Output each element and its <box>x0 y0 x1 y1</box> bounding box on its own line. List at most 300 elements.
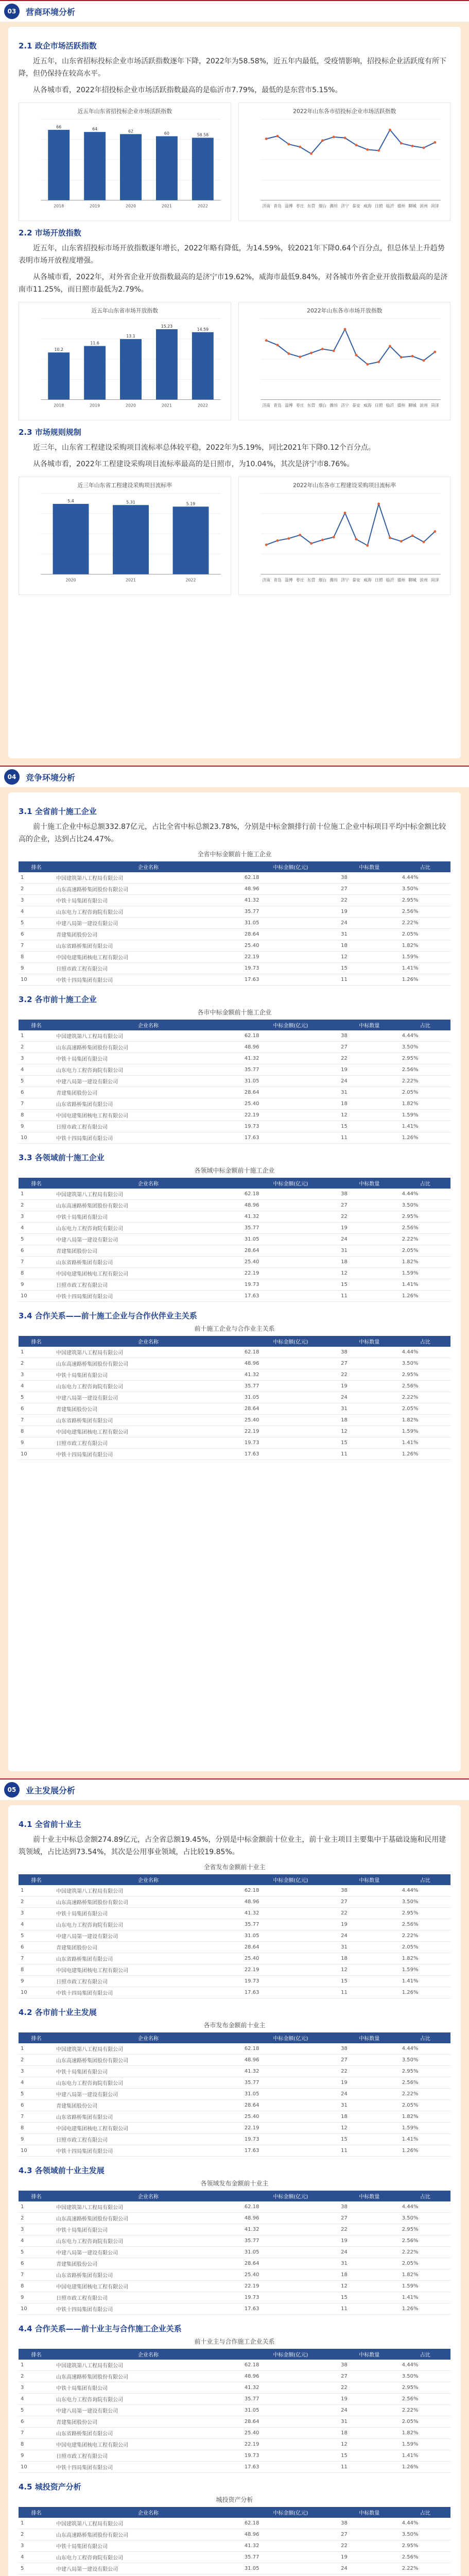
table-cell: 中国建筑第八工程局有限公司 <box>54 1347 242 1358</box>
table-cell: 18 <box>339 940 400 952</box>
table-cell: 6 <box>19 929 54 940</box>
table-row <box>19 1234 450 1245</box>
table-cell: 1.26% <box>400 2145 450 2157</box>
data-label: 13.1 <box>126 334 135 339</box>
tick-label: 临沂 <box>386 204 394 209</box>
table-cell: 31.05 <box>242 1076 339 1087</box>
chart-bar <box>173 506 209 574</box>
table-cell: 2.22% <box>400 2563 450 2574</box>
subsection-heading: 3.3 各领域前十施工企业 <box>19 1153 105 1162</box>
paragraph: 从各城市看，2022年招投标企业市场活跃指数最高的是临沂市7.79%，最低的是东营市5.15%。 <box>33 86 342 94</box>
table-cell: 27 <box>339 1896 400 1908</box>
chart-point <box>321 538 323 541</box>
table-cell: 22 <box>339 2540 400 2552</box>
table-cell: 19.73 <box>242 1121 339 1132</box>
table-caption: 城投资产分析 <box>216 2496 253 2503</box>
table-cell: 山东高速路桥集团股份有限公司 <box>54 2213 242 2224</box>
table-cell: 18 <box>339 2111 400 2123</box>
table-cell: 1 <box>19 2201 54 2213</box>
table-cell: 4 <box>19 1919 54 1930</box>
chart-svg <box>22 106 228 217</box>
table-header-cell: 中标数量 <box>339 861 400 872</box>
table-cell: 6 <box>19 1403 54 1415</box>
tick-label: 2022 <box>197 403 208 408</box>
table-cell: 9 <box>19 2292 54 2303</box>
tick-label: 东营 <box>307 204 315 209</box>
table-cell: 22 <box>339 2066 400 2077</box>
table-header-cell: 占比 <box>400 1336 450 1347</box>
table-cell: 1.41% <box>400 1437 450 1449</box>
paragraph: 近三年，山东省工程建设采购项目流标率总体较平稳，2022年为5.19%，同比2021年下降0.12个百分点。 <box>33 444 375 452</box>
table-row <box>19 2439 450 2450</box>
table-cell: 1.41% <box>400 2450 450 2462</box>
table-row <box>19 2405 450 2416</box>
table-cell: 41.32 <box>242 2540 339 2552</box>
table-row <box>19 1885 450 1896</box>
chart-openness-5yr <box>19 302 231 420</box>
chart-point <box>399 540 402 543</box>
table-cell: 35.77 <box>242 1381 339 1392</box>
table-cell: 2 <box>19 2055 54 2066</box>
table-cell: 2.05% <box>400 2258 450 2269</box>
table-cell: 22.19 <box>242 1268 339 1279</box>
table-cell: 48.96 <box>242 2055 339 2066</box>
table-header-cell: 排名 <box>19 2191 54 2201</box>
table-cell: 3 <box>19 1053 54 1064</box>
table-row <box>19 929 450 940</box>
table-cell: 48.96 <box>242 2371 339 2382</box>
data-table <box>19 1336 450 1460</box>
table-cell: 日照市政工程有限公司 <box>54 2292 242 2303</box>
table-header-cell: 占比 <box>400 2032 450 2043</box>
table-cell: 中国建筑第八工程局有限公司 <box>54 1885 242 1896</box>
table-cell: 中国电建集团核电工程有限公司 <box>54 952 242 963</box>
table-row <box>19 1908 450 1919</box>
section-title: 营商环境分析 <box>26 7 76 17</box>
table-cell: 9 <box>19 963 54 974</box>
tick-label: 烟台 <box>318 578 326 583</box>
chart-svg <box>242 306 447 417</box>
table-cell: 19 <box>339 1381 400 1392</box>
table-cell: 28.64 <box>242 2258 339 2269</box>
chart-point <box>399 142 402 145</box>
table-cell: 山东高速路桥集团股份有限公司 <box>54 2055 242 2066</box>
table-cell: 山东电力工程咨询院有限公司 <box>54 2235 242 2247</box>
table-row <box>19 2077 450 2089</box>
chart-flow-rate-3yr <box>19 477 231 595</box>
table-cell: 3.50% <box>400 2213 450 2224</box>
subsection-heading: 3.4 合作关系——前十施工企业与合作伙伴业主关系 <box>19 1311 197 1320</box>
table-cell: 2 <box>19 2213 54 2224</box>
table-cell: 8 <box>19 1268 54 1279</box>
chart-activity-5yr <box>19 103 231 221</box>
table-header-row <box>19 2507 450 2518</box>
table-cell: 2.56% <box>400 2552 450 2563</box>
chart-point <box>366 544 369 547</box>
table-cell: 6 <box>19 1087 54 1098</box>
section-badge: 03 <box>4 4 20 19</box>
tick-label: 2019 <box>90 204 100 209</box>
table-cell: 1.26% <box>400 1449 450 1460</box>
table-cell: 2.95% <box>400 2066 450 2077</box>
table-cell: 31.05 <box>242 2089 339 2100</box>
table-cell: 41.32 <box>242 1211 339 1223</box>
table-cell: 日照市政工程有限公司 <box>54 2134 242 2145</box>
table-cell: 12 <box>339 1964 400 1976</box>
tick-label: 2022 <box>185 578 196 583</box>
table-cell: 19 <box>339 1223 400 1234</box>
chart-point <box>433 141 436 144</box>
table-cell: 31.05 <box>242 918 339 929</box>
table-cell: 9 <box>19 2134 54 2145</box>
table-cell: 中国电建集团核电工程有限公司 <box>54 2439 242 2450</box>
table-cell: 5 <box>19 1076 54 1087</box>
table-cell: 1.41% <box>400 2292 450 2303</box>
table-row <box>19 1064 450 1076</box>
table-cell: 25.40 <box>242 2428 339 2439</box>
table-cell: 24 <box>339 2563 400 2574</box>
section-card-owner <box>8 1805 461 2576</box>
table-cell: 3 <box>19 2224 54 2235</box>
table-caption: 各市中标金额前十施工企业 <box>197 1009 272 1016</box>
table-header-cell: 中标金额(亿元) <box>242 861 339 872</box>
table-cell: 中铁十四局集团有限公司 <box>54 1291 242 1302</box>
table-cell: 6 <box>19 1942 54 1953</box>
table-cell: 18 <box>339 1098 400 1110</box>
table-cell: 17.63 <box>242 1291 339 1302</box>
table-row <box>19 2145 450 2157</box>
table-cell <box>400 2574 450 2576</box>
table-cell: 41.32 <box>242 895 339 906</box>
table-cell: 中建八局第一建设有限公司 <box>54 1930 242 1942</box>
table-cell: 中铁十四局集团有限公司 <box>54 2303 242 2315</box>
tick-label: 东营 <box>307 403 315 408</box>
table-header-cell: 企业名称 <box>54 1020 242 1030</box>
chart-point <box>355 144 357 146</box>
table-row <box>19 1449 450 1460</box>
tick-label: 枣庄 <box>296 403 304 408</box>
tick-label: 泰安 <box>352 204 360 209</box>
table-cell: 24 <box>339 1392 400 1403</box>
table-cell: 5 <box>19 2405 54 2416</box>
table-cell: 28.64 <box>242 1087 339 1098</box>
table-cell: 1.26% <box>400 974 450 986</box>
table-cell: 31.05 <box>242 1234 339 1245</box>
table-header-cell: 中标金额(亿元) <box>242 1874 339 1885</box>
table-cell: 4.44% <box>400 2518 450 2529</box>
paragraph: 近五年，山东省招投标市场开放指数逐年增长，2022年略有降低，为14.59%，较2021年下降0.64个百分点，但总体呈上升趋势表明市场开放程度增强。 <box>19 244 445 265</box>
table-cell: 11 <box>339 1291 400 1302</box>
table-cell: 24 <box>339 2405 400 2416</box>
table-cell: 中建八局第一建设有限公司 <box>54 2247 242 2258</box>
table-cell: 2.22% <box>400 2247 450 2258</box>
table-cell: 1.59% <box>400 2439 450 2450</box>
table-cell: 1.59% <box>400 2281 450 2292</box>
chart-row <box>19 302 450 420</box>
data-label: 62 <box>128 129 134 134</box>
table-row <box>19 1369 450 1381</box>
table-header-cell: 占比 <box>400 1874 450 1885</box>
chart-bar <box>53 504 89 574</box>
table-cell: 9 <box>19 1121 54 1132</box>
table-cell: 4.44% <box>400 2043 450 2055</box>
table-cell: 8 <box>19 2281 54 2292</box>
tick-label: 德州 <box>396 403 405 408</box>
table-cell: 1.41% <box>400 963 450 974</box>
table-row <box>19 1919 450 1930</box>
table-cell: 62.18 <box>242 872 339 884</box>
section-card-competition <box>8 792 461 1771</box>
table-cell: 10 <box>19 1291 54 1302</box>
tick-label: 淄博 <box>284 403 293 408</box>
table-cell: 12 <box>339 2281 400 2292</box>
chart-point <box>310 542 312 545</box>
table-cell: 4.44% <box>400 1189 450 1200</box>
table-cell: 22 <box>339 1369 400 1381</box>
table-cell: 中铁十四局集团有限公司 <box>54 1449 242 1460</box>
table-cell: 48.96 <box>242 1896 339 1908</box>
table-cell: 35.77 <box>242 2235 339 2247</box>
chart-point <box>399 356 402 359</box>
chart-point <box>389 129 391 131</box>
table-cell: 48.96 <box>242 2529 339 2540</box>
chart-point <box>377 503 380 505</box>
table-cell: 18 <box>339 2428 400 2439</box>
chart-point <box>377 149 380 152</box>
table-cell: 青建集团股份公司 <box>54 929 242 940</box>
data-label: 60 <box>164 131 169 136</box>
table-cell: 4.44% <box>400 2360 450 2371</box>
table-row <box>19 2201 450 2213</box>
table-row <box>19 2416 450 2428</box>
table-cell: 24 <box>339 2089 400 2100</box>
table-cell: 5 <box>19 2089 54 2100</box>
table-cell: 中国电建集团核电工程有限公司 <box>54 1110 242 1121</box>
chart-point <box>265 138 267 140</box>
table-row <box>19 2100 450 2111</box>
tick-label: 泰安 <box>352 403 360 408</box>
table-cell: 3.50% <box>400 2529 450 2540</box>
table-row <box>19 2552 450 2563</box>
subsection-heading: 3.2 各市前十施工企业 <box>19 995 97 1004</box>
table-header-cell: 中标金额(亿元) <box>242 2191 339 2201</box>
table-cell: 1.26% <box>400 1132 450 1144</box>
chart-point <box>321 348 323 350</box>
table-cell: 38 <box>339 1189 400 1200</box>
tick-label: 德州 <box>396 578 405 583</box>
table-row <box>19 1347 450 1358</box>
tick-label: 威海 <box>363 204 372 209</box>
table-row <box>19 1076 450 1087</box>
table-cell: 山东电力工程咨询院有限公司 <box>54 2394 242 2405</box>
table-cell: 11 <box>339 2303 400 2315</box>
table-cell: 中国建筑第八工程局有限公司 <box>54 2518 242 2529</box>
table-cell: 4.44% <box>400 1347 450 1358</box>
data-table <box>19 1178 450 1302</box>
table-cell: 7 <box>19 1098 54 1110</box>
table-row <box>19 2462 450 2473</box>
chart-point <box>310 152 312 155</box>
table-cell: 62.18 <box>242 2360 339 2371</box>
table-cell: 4 <box>19 2552 54 2563</box>
table-cell: 日照市政工程有限公司 <box>54 1279 242 1291</box>
chart-point <box>389 536 391 539</box>
table-row <box>19 963 450 974</box>
table-caption: 全省发布金额前十业主 <box>203 1863 266 1871</box>
table-cell: 27 <box>339 1042 400 1053</box>
table-cell: 3.50% <box>400 1200 450 1211</box>
table-cell: 24 <box>339 2247 400 2258</box>
table-header-row <box>19 861 450 872</box>
table-cell: 中铁十局集团有限公司 <box>54 2066 242 2077</box>
table-cell: 中建八局第一建设有限公司 <box>54 1234 242 1245</box>
chart-point <box>366 148 369 151</box>
chart-point <box>422 541 425 544</box>
table-header-cell: 占比 <box>400 861 450 872</box>
table-row <box>19 1132 450 1144</box>
tick-label: 济宁 <box>340 403 349 408</box>
table-cell: 中国电建集团核电工程有限公司 <box>54 1268 242 1279</box>
table-cell: 25.40 <box>242 1257 339 1268</box>
table-cell <box>242 2574 339 2576</box>
table-cell: 19.73 <box>242 2134 339 2145</box>
table-cell: 19.73 <box>242 2450 339 2462</box>
table-header-row <box>19 1874 450 1885</box>
chart-point <box>276 539 279 542</box>
table-header-cell: 排名 <box>19 861 54 872</box>
table-cell: 1.26% <box>400 1291 450 1302</box>
table-cell: 5 <box>19 2563 54 2574</box>
table-cell: 38 <box>339 2043 400 2055</box>
table-row <box>19 2292 450 2303</box>
table-row <box>19 918 450 929</box>
table-cell <box>339 2574 400 2576</box>
table-cell: 中国建筑第八工程局有限公司 <box>54 1189 242 1200</box>
table-cell: 19.73 <box>242 963 339 974</box>
table-caption: 各领域中标金额前十施工企业 <box>194 1167 275 1174</box>
tick-label: 潍坊 <box>329 578 338 583</box>
table-cell: 青建集团股份公司 <box>54 1245 242 1257</box>
table-cell: 5 <box>19 2247 54 2258</box>
table-header-cell: 企业名称 <box>54 1336 242 1347</box>
table-cell: 7 <box>19 2428 54 2439</box>
tick-label: 济南 <box>262 403 270 408</box>
table-cell: 中铁十四局集团有限公司 <box>54 974 242 986</box>
table-row <box>19 1437 450 1449</box>
table-cell: 山东高速路桥集团股份有限公司 <box>54 1358 242 1369</box>
chart-point <box>411 145 413 147</box>
table-cell: 62.18 <box>242 1189 339 1200</box>
table-cell: 5 <box>19 918 54 929</box>
table-cell: 2.05% <box>400 1245 450 1257</box>
chart-point <box>343 328 346 331</box>
table-cell: 12 <box>339 2439 400 2450</box>
chart-point <box>343 512 346 514</box>
table-cell: 2.56% <box>400 2077 450 2089</box>
paragraph: 近五年，山东省招标投标企业市场活跃指数逐年下降，2022年为58.58%，近五年内最低，受疫情影响，招投标企业活跃度有所下降，但仍保持在较高水平。 <box>19 57 447 78</box>
tick-label: 烟台 <box>318 403 326 408</box>
table-cell: 12 <box>339 1110 400 1121</box>
table-cell: 9 <box>19 2450 54 2462</box>
table-cell: 1.26% <box>400 1987 450 1998</box>
table-cell: 3 <box>19 1908 54 1919</box>
table-header-cell: 中标数量 <box>339 1874 400 1885</box>
table-cell: 8 <box>19 952 54 963</box>
chart-bar <box>192 332 214 400</box>
table-row <box>19 2235 450 2247</box>
table-cell: 1.26% <box>400 2462 450 2473</box>
table-cell: 2 <box>19 1896 54 1908</box>
table-cell: 中铁十局集团有限公司 <box>54 1369 242 1381</box>
table-row <box>19 1942 450 1953</box>
table-cell: 3.50% <box>400 884 450 895</box>
chart-point <box>276 135 279 138</box>
data-label: 5.31 <box>126 500 135 505</box>
table-cell: 25.40 <box>242 2269 339 2281</box>
tick-label: 潍坊 <box>329 403 338 408</box>
table-cell: 28.64 <box>242 1942 339 1953</box>
table-row <box>19 1053 450 1064</box>
table-cell: 17.63 <box>242 2303 339 2315</box>
chart-bar <box>48 130 70 200</box>
table-cell: 25.40 <box>242 940 339 952</box>
table-cell: 24 <box>339 1234 400 1245</box>
table-cell: 7 <box>19 2111 54 2123</box>
chart-point <box>321 139 323 142</box>
table-row <box>19 2450 450 2462</box>
table-caption: 前十施工企业与合作业主关系 <box>194 1325 275 1332</box>
table-header-cell: 中标数量 <box>339 2349 400 2360</box>
table-header-cell: 企业名称 <box>54 2507 242 2518</box>
subsection-heading: 4.4 合作关系——前十业主与合作施工企业关系 <box>19 2324 182 2333</box>
table-cell: 5 <box>19 1234 54 1245</box>
table-cell: 2.05% <box>400 929 450 940</box>
table-cell: 2.22% <box>400 1234 450 1245</box>
table-cell: 22 <box>339 2224 400 2235</box>
section-header-business-environment <box>0 0 469 22</box>
table-caption: 全省中标金额前十施工企业 <box>197 851 272 858</box>
table-cell: 1 <box>19 1347 54 1358</box>
table-cell: 中铁十局集团有限公司 <box>54 2382 242 2394</box>
table-cell: 2 <box>19 2529 54 2540</box>
table-cell: 山东省路桥集团有限公司 <box>54 940 242 952</box>
table-cell: 11 <box>339 1132 400 1144</box>
tick-label: 滨州 <box>419 403 428 408</box>
table-cell: 15 <box>339 1279 400 1291</box>
table-header-cell: 中标金额(亿元) <box>242 2032 339 2043</box>
table-header-cell: 占比 <box>400 1020 450 1030</box>
table-cell: 2.22% <box>400 2089 450 2100</box>
table-cell: 41.32 <box>242 2224 339 2235</box>
table-cell: 7 <box>19 1953 54 1964</box>
table-cell: 15 <box>339 1976 400 1987</box>
tick-label: 淄博 <box>284 578 293 583</box>
table-row <box>19 2089 450 2100</box>
table-header-cell: 中标数量 <box>339 1020 400 1030</box>
table-cell: 4 <box>19 906 54 918</box>
data-table <box>19 1020 450 1144</box>
table-row <box>19 2213 450 2224</box>
table-cell: 1.82% <box>400 1415 450 1426</box>
table-cell: 中国电建集团核电工程有限公司 <box>54 1426 242 1437</box>
table-row <box>19 1121 450 1132</box>
tick-label: 2022 <box>197 204 208 209</box>
table-cell: 4 <box>19 1064 54 1076</box>
table-cell: 1.82% <box>400 940 450 952</box>
table-row <box>19 1953 450 1964</box>
table-header-row <box>19 1178 450 1189</box>
table-cell: 山东电力工程咨询院有限公司 <box>54 2077 242 2089</box>
